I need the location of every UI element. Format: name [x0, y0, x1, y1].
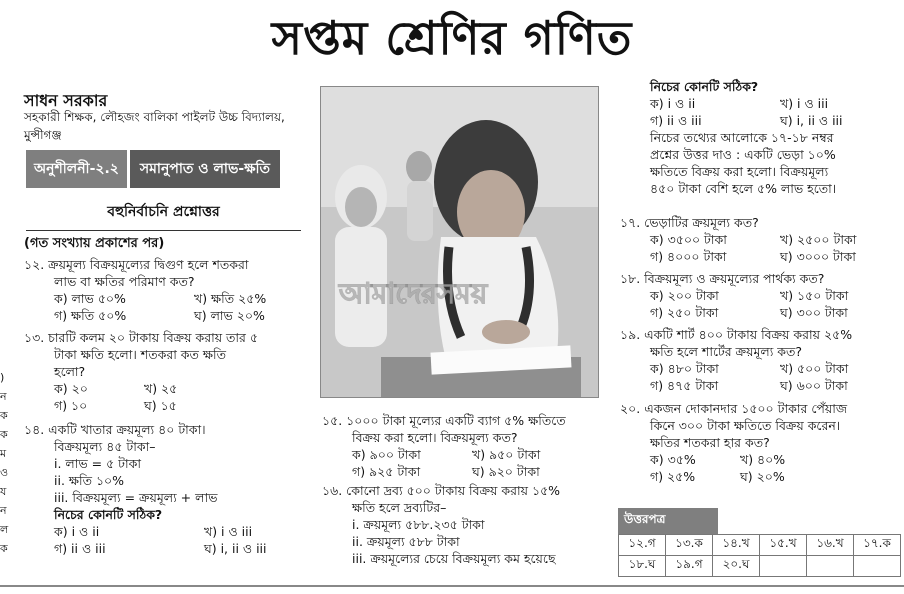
- answer-cell: ১৮.ঘ: [619, 556, 666, 577]
- option-d: ঘ) ২০%: [740, 469, 785, 484]
- edge-fragment: ): [0, 371, 5, 384]
- edge-fragment: ক: [0, 428, 8, 441]
- option-row: [620, 468, 902, 485]
- question-text: টাকা ক্ষতি হলো। শতকরা কত ক্ষতি: [54, 347, 226, 362]
- page-title: সপ্তম শ্রেণির গণিত: [271, 11, 633, 65]
- question-text: ১৯. একটি শার্ট ৪০০ টাকায় বিক্রয় করায় ২৫%: [620, 327, 853, 342]
- option-a: ক) i ও ii: [650, 96, 696, 111]
- option-c: গ) ii ও iii: [650, 113, 702, 128]
- question-text: কিনে ৩০০ টাকা ক্ষতিতে বিক্রয় করেন।: [650, 418, 841, 433]
- question-text: ১৭. ভেড়াটির ক্রয়মূল্য কত?: [620, 215, 759, 230]
- option-b: খ) ক্ষতি ২৫%: [194, 291, 267, 306]
- option-row: [620, 231, 902, 248]
- option-row: [620, 377, 902, 394]
- question-text: বিক্রয়মূল্য ৪৫ টাকা–: [54, 439, 156, 454]
- option-d: ঘ) i, ii ও iii: [204, 541, 267, 556]
- option-row: [620, 304, 902, 321]
- answer-key-heading: উত্তরপত্র: [618, 508, 718, 534]
- option-row: [620, 112, 902, 129]
- page-bottom-rule: [0, 585, 904, 587]
- option-c: গ) ii ও iii: [54, 541, 106, 556]
- intro-text: নিচের তথ্যের আলোকে ১৭-১৮ নম্বর: [650, 130, 834, 145]
- option-row: [620, 360, 902, 377]
- answer-cell: ১৭.ক: [854, 535, 901, 556]
- statement-i: i. লাভ = ৫ টাকা: [54, 456, 141, 471]
- question-text: ক্ষতি হলে শার্টের ক্রয়মূল্য কত?: [650, 344, 803, 359]
- question-20: [620, 400, 902, 485]
- answer-key: [618, 508, 901, 577]
- option-b: খ) ২৫: [144, 381, 178, 396]
- author-designation: সহকারী শিক্ষক, লৌহজং বালিকা পাইলট উচ্চ বিদ্যালয়, মুন্সীগঞ্জ: [24, 110, 285, 142]
- answer-row: [619, 556, 901, 577]
- question-text: ১৪. একটি খাতার ক্রয়মূল্য ৪০ টাকা।: [24, 422, 206, 437]
- question-16: [322, 482, 612, 567]
- option-b: খ) i ও iii: [780, 96, 829, 111]
- option-row: [620, 287, 902, 304]
- edge-fragment: ক: [0, 542, 8, 555]
- option-d: ঘ) ৯২০ টাকা: [472, 464, 540, 479]
- question-13: [24, 329, 314, 414]
- statement-iii: iii. ক্রয়মূল্যের চেয়ে বিক্রয়মূল্য কম হয়েছে: [352, 551, 556, 566]
- option-c: গ) ১০: [54, 398, 88, 413]
- answer-cell: ১৯.গ: [666, 556, 713, 577]
- question-17: [620, 214, 902, 265]
- answer-row: [619, 535, 901, 556]
- option-a: ক) i ও ii: [54, 524, 100, 539]
- option-a: ক) ৩৫০০ টাকা: [650, 232, 727, 247]
- option-d: ঘ) i, ii ও iii: [780, 113, 843, 128]
- answer-cell: ১৪.খ: [713, 535, 760, 556]
- answer-cell: ১২.গ: [619, 535, 666, 556]
- option-b: খ) i ও iii: [204, 524, 253, 539]
- option-b: খ) ৫০০ টাকা: [780, 361, 849, 376]
- question-prompt: নিচের কোনটি সঠিক?: [54, 507, 163, 522]
- option-row: [620, 95, 902, 112]
- option-c: গ) ক্ষতি ৫০%: [54, 308, 127, 323]
- option-d: ঘ) ৩০০ টাকা: [780, 305, 848, 320]
- option-a: ক) ২০০ টাকা: [650, 288, 719, 303]
- statement-ii: ii. ক্রয়মূল্য ৫৮৮ টাকা: [352, 534, 460, 549]
- topic-label: সমানুপাত ও লাভ-ক্ষতি: [130, 150, 280, 188]
- option-row: [24, 380, 314, 397]
- question-text: ২০. একজন দোকানদার ১৫০০ টাকার পেঁয়াজ: [620, 401, 848, 416]
- question-text: ক্ষতির শতকরা হার কত?: [650, 435, 770, 450]
- edge-fragment: ন: [0, 504, 7, 517]
- option-row: [322, 446, 612, 463]
- option-row: [620, 451, 902, 468]
- edge-fragment: ম: [0, 447, 7, 460]
- answer-key-table: [618, 534, 901, 577]
- question-text: হলো?: [54, 364, 86, 379]
- option-a: ক) লাভ ৫০%: [54, 291, 126, 306]
- answer-cell: ১৫.খ: [760, 535, 807, 556]
- question-19: [620, 326, 902, 394]
- question-16-answers: [620, 78, 902, 197]
- question-18: [620, 270, 902, 321]
- statement-ii: ii. ক্ষতি ১০%: [54, 473, 125, 488]
- intro-text: প্রশ্নের উত্তর দাও : একটি ভেড়া ১০%: [650, 147, 836, 162]
- option-row: [24, 397, 314, 414]
- answer-cell: [807, 556, 854, 577]
- question-text: বিক্রয় করা হলো। বিক্রয়মূল্য কত?: [352, 430, 518, 445]
- option-d: ঘ) ৩০০০ টাকা: [780, 249, 856, 264]
- answer-cell: ১৩.ক: [666, 535, 713, 556]
- option-d: ঘ) লাভ ২০%: [194, 308, 265, 323]
- question-text: ক্ষতি হলে দ্রব্যটির–: [352, 500, 447, 515]
- option-row: [24, 290, 314, 307]
- question-12: [24, 256, 314, 324]
- question-15: [322, 412, 612, 480]
- option-row: [620, 248, 902, 265]
- option-b: খ) ৯৫০ টাকা: [472, 447, 541, 462]
- edge-fragment: ল: [0, 523, 9, 536]
- statement-iii: iii. বিক্রয়মূল্য = ক্রয়মূল্য + লাভ: [54, 490, 218, 505]
- question-text: লাভ বা ক্ষতির পরিমাণ কত?: [54, 274, 195, 289]
- watermark-logo: আমাদেরসময়: [339, 277, 488, 310]
- option-b: খ) ১৫০ টাকা: [780, 288, 849, 303]
- answer-cell: [854, 556, 901, 577]
- option-row: [24, 307, 314, 324]
- question-text: ১৮. বিক্রয়মূল্য ও ক্রয়মূল্যের পার্থক্য কত?: [620, 271, 825, 286]
- question-text: ১৬. কোনো দ্রব্য ৫০০ টাকায় বিক্রয় করায় ১৫%: [322, 483, 561, 498]
- option-c: গ) ৪০০০ টাকা: [650, 249, 727, 264]
- question-text: ১২. ক্রয়মূল্য বিক্রয়মূল্যের দ্বিগুণ হলে শতকরা: [24, 257, 249, 272]
- option-a: ক) ২০: [54, 381, 88, 396]
- option-a: ক) ৯০০ টাকা: [352, 447, 421, 462]
- question-text: ১৩. চারটি কলম ২০ টাকায় বিক্রয় করায় তার ৫: [24, 330, 259, 345]
- student-photo: [320, 86, 599, 398]
- option-b: খ) ২৫০০ টাকা: [780, 232, 857, 247]
- section-heading: বহুনির্বাচনি প্রশ্নোত্তর: [26, 200, 301, 231]
- option-c: গ) ২৫%: [650, 469, 696, 484]
- intro-text: ৪৫০ টাকা বেশি হলে ৫% লাভ হতো।: [650, 181, 837, 196]
- question-14: [24, 421, 314, 557]
- option-c: গ) ২৫০ টাকা: [650, 305, 719, 320]
- chapter-tag: [26, 150, 280, 188]
- author-name: সাধন সরকার: [24, 91, 108, 110]
- option-d: ঘ) ৬০০ টাকা: [780, 378, 848, 393]
- option-a: ক) ৩৫%: [650, 452, 696, 467]
- chapter-label: অনুশীলনী-২.২: [26, 150, 127, 188]
- option-c: গ) ৪৭৫ টাকা: [650, 378, 719, 393]
- option-row: [24, 540, 314, 557]
- option-a: ক) ৪৮০ টাকা: [650, 361, 719, 376]
- answer-cell: [760, 556, 807, 577]
- question-text: ১৫. ১০০০ টাকা মূল্যের একটি ব্যাগ ৫% ক্ষতিতে: [322, 413, 566, 428]
- photo-illustration: [321, 87, 598, 397]
- option-d: ঘ) ১৫: [144, 398, 177, 413]
- option-row: [24, 523, 314, 540]
- edge-fragment: য: [0, 485, 7, 498]
- continued-note: (গত সংখ্যায় প্রকাশের পর): [24, 236, 165, 251]
- answer-cell: ২০.ঘ: [713, 556, 760, 577]
- edge-fragment-column: [0, 368, 8, 558]
- option-b: খ) ৪০%: [740, 452, 786, 467]
- edge-fragment: ন: [0, 390, 7, 403]
- answer-cell: ১৬.খ: [807, 535, 854, 556]
- edge-fragment: ও: [0, 466, 9, 479]
- intro-text: ক্ষতিতে বিক্রয় করা হলো। বিক্রয়মূল্য: [650, 164, 829, 179]
- statement-i: i. ক্রয়মূল্য ৫৮৮.২৩৫ টাকা: [352, 517, 485, 532]
- option-row: [322, 463, 612, 480]
- question-prompt: নিচের কোনটি সঠিক?: [650, 79, 759, 94]
- edge-fragment: ক: [0, 409, 8, 422]
- option-c: গ) ৯২৫ টাকা: [352, 464, 421, 479]
